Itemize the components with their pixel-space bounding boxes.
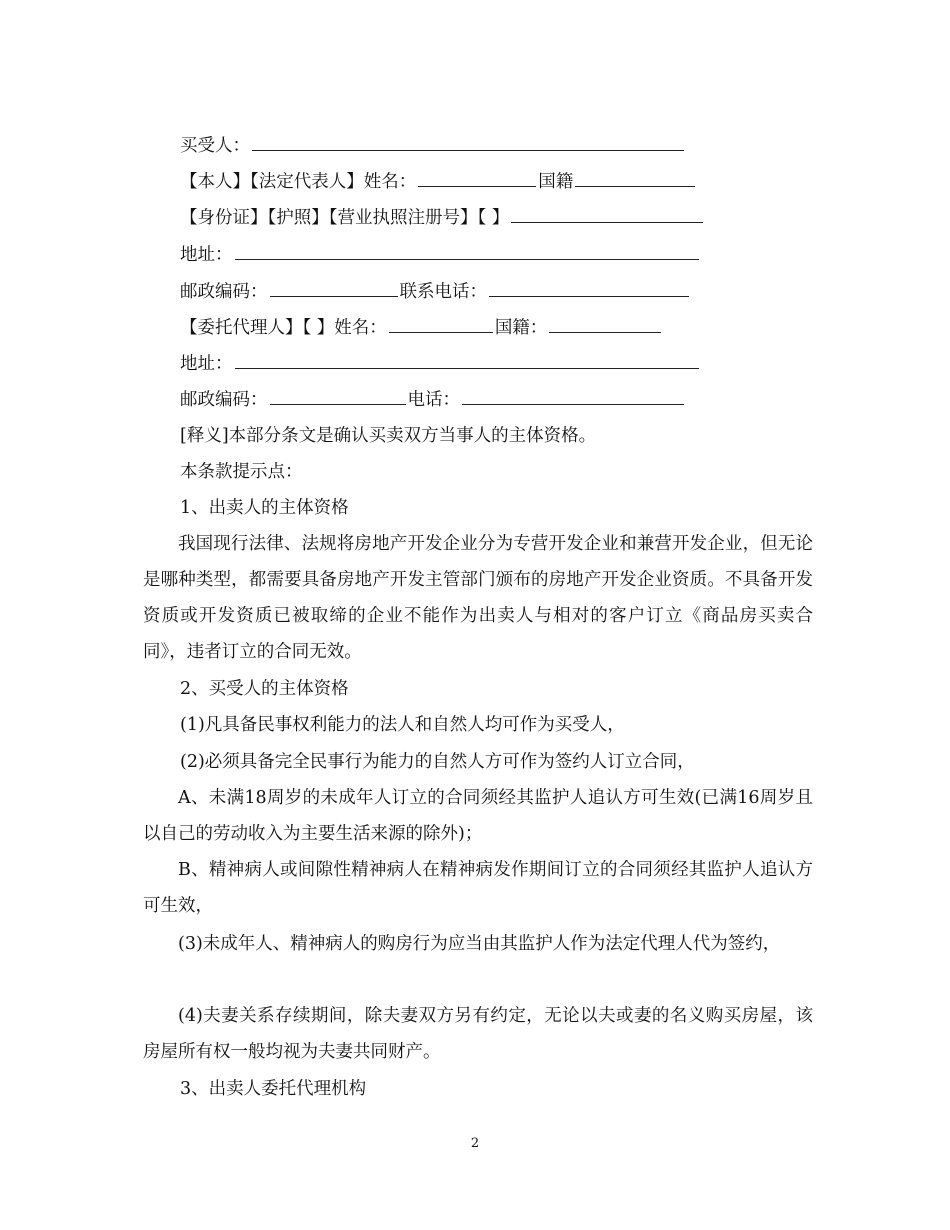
item3-heading: 3、出卖人委托代理机构 bbox=[180, 1079, 367, 1099]
item1-heading: 1、出卖人的主体资格 bbox=[180, 498, 349, 518]
nationality-label: 国籍 bbox=[538, 172, 574, 192]
postcode-blank[interactable] bbox=[270, 280, 398, 297]
note-line: [释义]本部分条文是确认买卖双方当事人的主体资格。 bbox=[180, 426, 597, 446]
item2-point2: (2)必须具备完全民事行为能力的自然人方可作为签约人订立合同， bbox=[180, 752, 695, 772]
agent-label: 【委托代理人】【 】姓名： bbox=[180, 318, 387, 338]
item2-point1: (1)凡具备民事权利能力的法人和自然人均可作为买受人， bbox=[180, 715, 625, 735]
buyer-label: 买受人： bbox=[180, 136, 250, 156]
agent-line bbox=[180, 316, 663, 340]
contact-phone-blank[interactable] bbox=[489, 280, 689, 297]
item1-paragraph: 我国现行法律、法规将房地产开发企业分为专营开发企业和兼营开发企业，但无论是哪种类型，都需要具备房地产开发主管部门颁布的房地产开发企业资质。不具备开发资质或开发资质已被取缔的企业不能作为出卖人与相对的客户订立《商品房买卖合同》，违者订立的合同无效。 bbox=[143, 534, 813, 662]
agent-nationality-label: 国籍： bbox=[494, 318, 548, 338]
id-number-blank[interactable] bbox=[511, 206, 703, 223]
item2-point-a: A、未满18周岁的未成年人订立的合同须经其监护人追认方可生效(已满16周岁且以自己的劳动收入为主要生活来源的除外)； bbox=[143, 788, 813, 844]
address2-label: 地址： bbox=[180, 354, 233, 374]
agent-name-blank[interactable] bbox=[389, 316, 493, 333]
buyer-name-blank[interactable] bbox=[418, 170, 536, 187]
postcode2-line bbox=[180, 388, 686, 412]
tips-heading: 本条款提示点： bbox=[180, 462, 303, 482]
nationality-blank[interactable] bbox=[575, 170, 695, 187]
postcode2-label: 邮政编码： bbox=[180, 390, 268, 410]
address2-line bbox=[180, 352, 701, 376]
contact-phone-label: 联系电话： bbox=[399, 282, 487, 302]
phone-blank[interactable] bbox=[462, 388, 684, 405]
id-types-label: 【身份证】【护照】【营业执照注册号】【 】 bbox=[180, 208, 510, 228]
id-line bbox=[180, 206, 705, 230]
item2-point-b: B、精神病人或间隙性精神病人在精神病发作期间订立的合同须经其监护人追认方可生效， bbox=[143, 860, 813, 916]
buyer-line bbox=[180, 134, 686, 158]
buyer-name-label: 【本人】【法定代表人】姓名： bbox=[180, 172, 417, 192]
address-label: 地址： bbox=[180, 245, 233, 265]
page-number: 2 bbox=[470, 1136, 480, 1151]
buyer-blank[interactable] bbox=[252, 134, 684, 151]
address-line bbox=[180, 243, 701, 267]
phone-label: 电话： bbox=[407, 390, 460, 410]
postcode2-blank[interactable] bbox=[270, 388, 406, 405]
address2-blank[interactable] bbox=[235, 352, 699, 369]
agent-nationality-blank[interactable] bbox=[549, 316, 661, 333]
item2-heading: 2、买受人的主体资格 bbox=[180, 679, 349, 699]
buyer-name-line bbox=[180, 170, 697, 194]
item2-point3: (3)未成年人、精神病人的购房行为应当由其监护人作为法定代理人代为签约， bbox=[178, 934, 781, 954]
item2-point4: (4)夫妻关系存续期间，除夫妻双方另有约定，无论以夫或妻的名义购买房屋，该房屋所有权一般均视为夫妻共同财产。 bbox=[143, 1006, 813, 1062]
postcode-label: 邮政编码： bbox=[180, 282, 268, 302]
address-blank[interactable] bbox=[235, 243, 699, 260]
postcode-line bbox=[180, 280, 691, 304]
